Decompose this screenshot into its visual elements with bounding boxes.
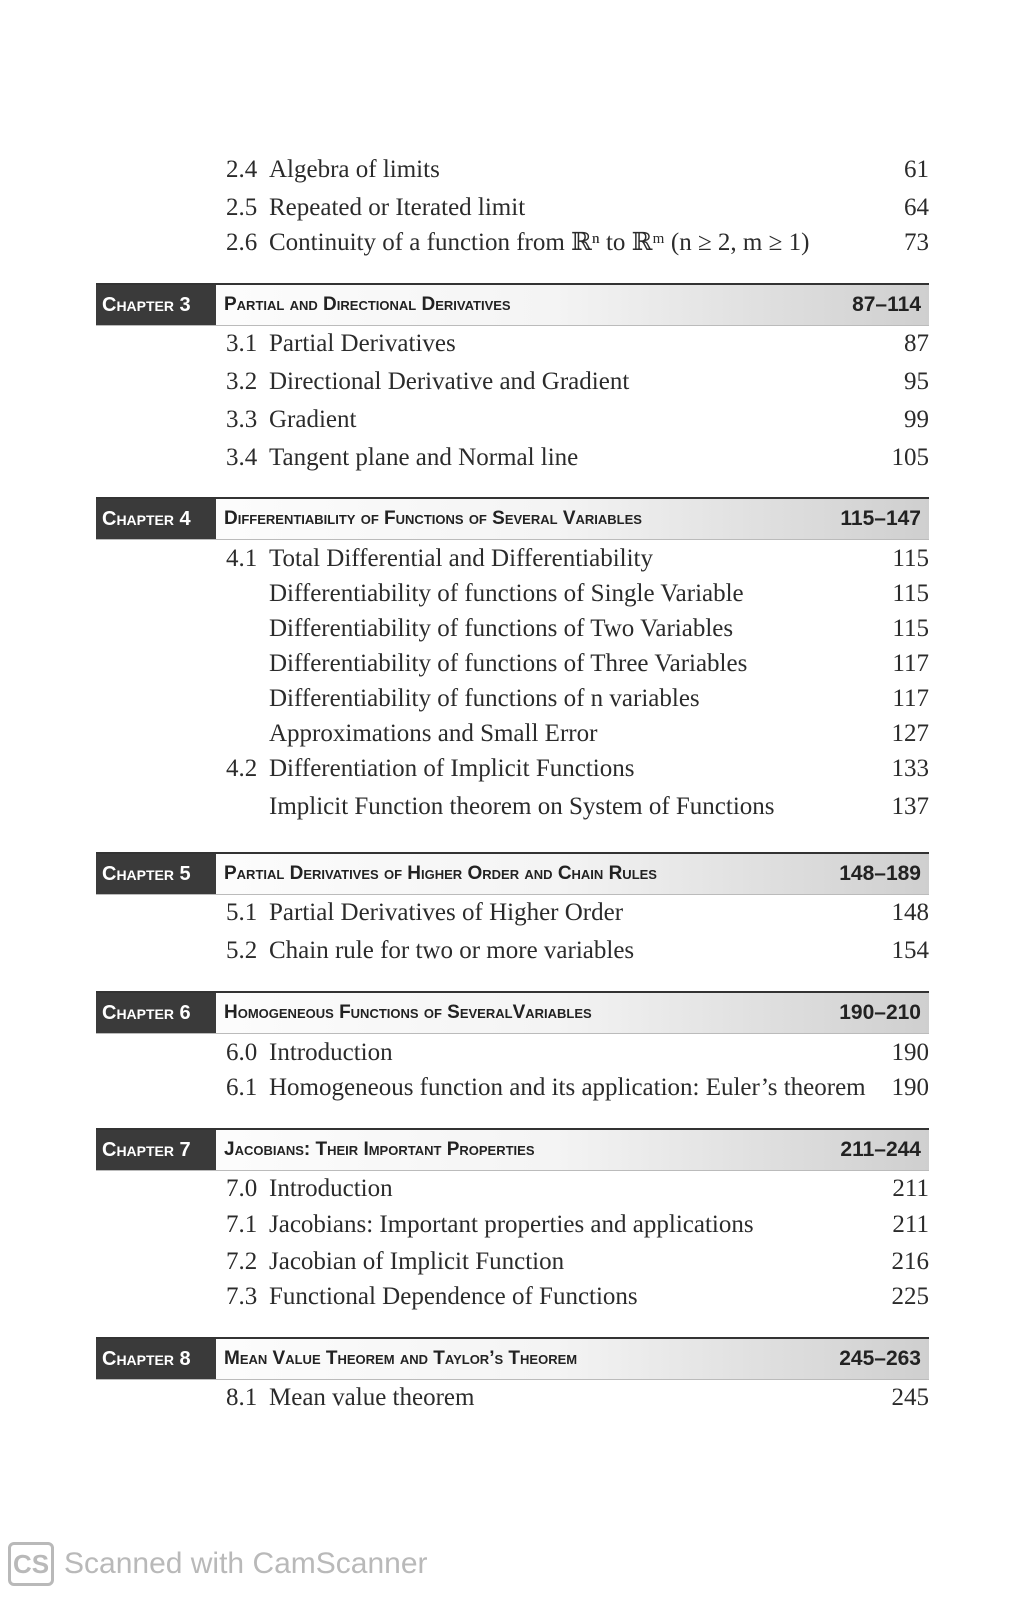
section-title: Repeated or Iterated limit (269, 194, 526, 221)
toc-entry (0, 326, 1022, 362)
page-number: 216 (891, 1248, 929, 1275)
chapter-title: Jacobians: Their Important Properties (224, 1139, 535, 1160)
section-title: Partial Derivatives (269, 330, 456, 357)
section-title: Introduction (269, 1175, 393, 1202)
chapter-label: Chapter 4 (96, 499, 216, 539)
toc-entry (0, 1171, 1022, 1207)
toc-entry (0, 1380, 1022, 1416)
chapter-label: Chapter 7 (96, 1130, 216, 1170)
page-number: 73 (904, 229, 929, 256)
chapter-header (96, 1128, 929, 1171)
toc-subentry (0, 646, 1022, 682)
chapter-header (96, 991, 929, 1034)
section-number: 3.2 (226, 368, 258, 395)
page-number: 225 (891, 1283, 929, 1310)
toc-subentry (0, 789, 1022, 825)
section-title: Tangent plane and Normal line (269, 444, 579, 471)
toc-entry (0, 152, 1022, 188)
chapter-page-range: 148–189 (839, 862, 921, 885)
section-number: 3.4 (226, 444, 258, 471)
chapter-header (96, 1337, 929, 1380)
page-number: 117 (892, 685, 929, 712)
section-title: Gradient (269, 406, 357, 433)
toc-subentry (0, 576, 1022, 612)
section-number: 4.1 (226, 545, 258, 572)
chapter-title: Partial and Directional Derivatives (224, 294, 511, 315)
subsection-title: Implicit Function theorem on System of Functions (269, 793, 775, 820)
subsection-title: Differentiability of functions of Three Variables (269, 650, 748, 677)
chapter-page-range: 211–244 (840, 1138, 921, 1161)
toc-subentry (0, 681, 1022, 717)
page-number: 87 (904, 330, 929, 357)
section-number: 7.1 (226, 1211, 258, 1238)
chapter-page-range: 190–210 (839, 1001, 921, 1024)
page-number: 115 (892, 580, 929, 607)
page-number: 245 (891, 1384, 929, 1411)
page-number: 99 (904, 406, 929, 433)
chapter-label: Chapter 5 (96, 854, 216, 894)
toc-entry (0, 1244, 1022, 1280)
section-title: Total Differential and Differentiability (269, 545, 653, 572)
toc-entry (0, 190, 1022, 226)
section-number: 5.2 (226, 937, 258, 964)
toc-subentry (0, 716, 1022, 752)
page-number: 115 (892, 545, 929, 572)
section-number: 3.3 (226, 406, 258, 433)
section-title: Continuity of a function from ℝⁿ to ℝᵐ (n ≥ 2, m ≥ 1) (269, 229, 810, 256)
section-title: Homogeneous function and its application: Euler’s theorem (269, 1074, 866, 1101)
toc-entry (0, 895, 1022, 931)
chapter-title: Differentiability of Functions of Several Variables (224, 508, 642, 529)
watermark-text: Scanned with CamScanner (64, 1547, 428, 1580)
toc-entry (0, 1070, 1022, 1106)
page-number: 133 (891, 755, 929, 782)
page-number: 64 (904, 194, 929, 221)
section-number: 4.2 (226, 755, 258, 782)
page-number: 105 (891, 444, 929, 471)
page-number: 115 (892, 615, 929, 642)
chapter-page-range: 87–114 (852, 293, 921, 316)
page-number: 137 (891, 793, 929, 820)
page-number: 190 (891, 1039, 929, 1066)
chapter-title: Partial Derivatives of Higher Order and Chain Rules (224, 863, 657, 884)
subsection-title: Approximations and Small Error (269, 720, 598, 747)
chapter-header (96, 283, 929, 326)
chapter-header (96, 852, 929, 895)
section-number: 7.0 (226, 1175, 258, 1202)
section-title: Mean value theorem (269, 1384, 475, 1411)
page-number: 154 (891, 937, 929, 964)
page-number: 211 (892, 1175, 929, 1202)
chapter-header (96, 497, 929, 540)
section-number: 8.1 (226, 1384, 258, 1411)
chapter-page-range: 245–263 (839, 1347, 921, 1370)
section-title: Introduction (269, 1039, 393, 1066)
chapter-title: Homogeneous Functions of SeveralVariables (224, 1002, 592, 1023)
section-number: 7.3 (226, 1283, 258, 1310)
section-number: 2.4 (226, 156, 258, 183)
toc-entry (0, 225, 1022, 261)
toc-entry (0, 933, 1022, 969)
subsection-title: Differentiability of functions of n variables (269, 685, 700, 712)
section-title: Jacobian of Implicit Function (269, 1248, 565, 1275)
toc-entry (0, 364, 1022, 400)
camscanner-logo-icon: CS (8, 1542, 54, 1586)
section-title: Chain rule for two or more variables (269, 937, 635, 964)
page-number: 127 (891, 720, 929, 747)
page-number: 95 (904, 368, 929, 395)
chapter-label: Chapter 8 (96, 1339, 216, 1379)
page-number: 117 (892, 650, 929, 677)
section-number: 3.1 (226, 330, 258, 357)
section-title: Differentiation of Implicit Functions (269, 755, 635, 782)
section-number: 2.6 (226, 229, 258, 256)
toc-entry (0, 751, 1022, 787)
chapter-label: Chapter 3 (96, 285, 216, 325)
subsection-title: Differentiability of functions of Single Variable (269, 580, 744, 607)
subsection-title: Differentiability of functions of Two Variables (269, 615, 734, 642)
toc-entry (0, 1035, 1022, 1071)
toc-entry (0, 541, 1022, 577)
toc-entry (0, 440, 1022, 476)
toc-entry (0, 1279, 1022, 1315)
section-title: Functional Dependence of Functions (269, 1283, 638, 1310)
page-number: 190 (891, 1074, 929, 1101)
chapter-title: Mean Value Theorem and Taylor’s Theorem (224, 1348, 578, 1369)
page-number: 61 (904, 156, 929, 183)
section-number: 5.1 (226, 899, 258, 926)
section-title: Algebra of limits (269, 156, 440, 183)
section-number: 2.5 (226, 194, 258, 221)
chapter-page-range: 115–147 (840, 507, 921, 530)
toc-entry (0, 1207, 1022, 1243)
page-number: 148 (891, 899, 929, 926)
toc-entry (0, 402, 1022, 438)
toc-subentry (0, 611, 1022, 647)
section-title: Partial Derivatives of Higher Order (269, 899, 624, 926)
page-number: 211 (892, 1211, 929, 1238)
section-title: Jacobians: Important properties and applications (269, 1211, 754, 1238)
section-number: 6.1 (226, 1074, 258, 1101)
section-number: 6.0 (226, 1039, 258, 1066)
section-title: Directional Derivative and Gradient (269, 368, 630, 395)
chapter-label: Chapter 6 (96, 993, 216, 1033)
section-number: 7.2 (226, 1248, 258, 1275)
